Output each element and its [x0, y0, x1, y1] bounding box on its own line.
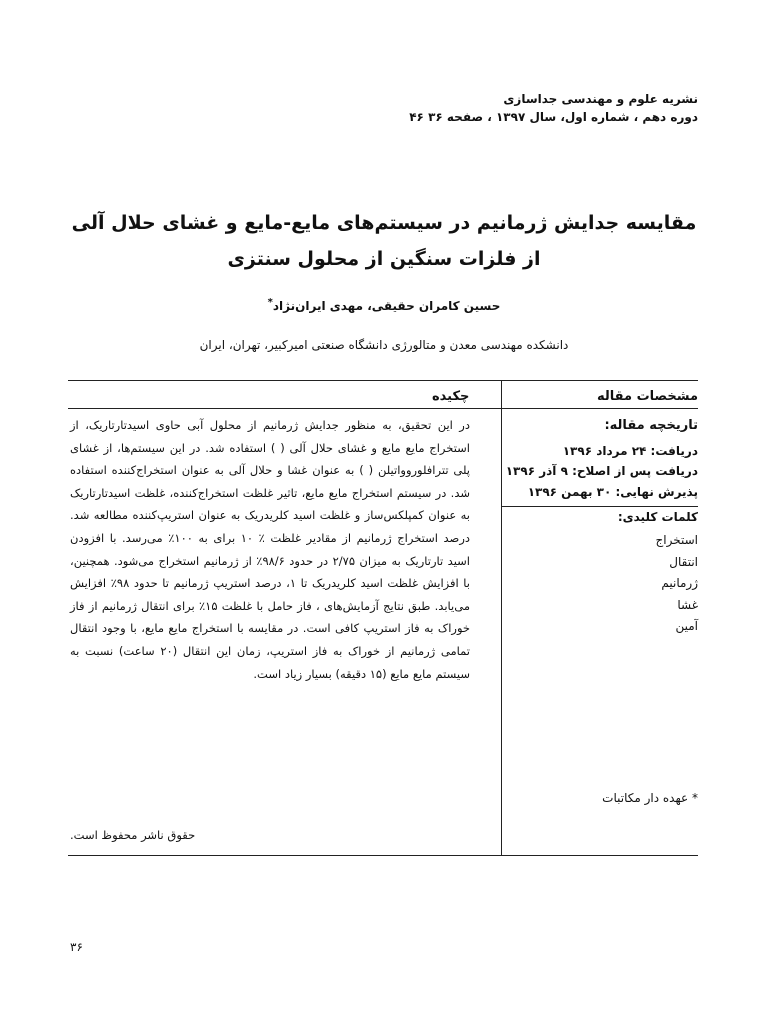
column-separator — [501, 381, 502, 855]
bottom-rule — [68, 855, 698, 856]
corresponding-mark: * — [267, 297, 273, 308]
keyword-item: آمین — [675, 619, 698, 633]
rights-notice: حقوق ناشر محفوظ است. — [70, 828, 196, 842]
keyword-item: استخراج — [655, 533, 698, 547]
keyword-item: انتقال — [669, 554, 698, 569]
keywords-list — [656, 530, 698, 638]
abstract-heading: چکیده — [432, 389, 470, 404]
accepted-date: پذیرش نهایی: ۳۰ بهمن ۱۳۹۶ — [527, 485, 698, 499]
info-rule — [502, 506, 698, 507]
page-number: ۳۶ — [70, 940, 83, 954]
journal-name: نشریه علوم و مهندسی جداسازی — [503, 92, 698, 106]
header-rule — [68, 408, 698, 409]
author-names: حسین کامران حقیقی، مهدی ایران‌نژاد — [272, 299, 501, 313]
received-date: دریافت: ۲۴ مرداد ۱۳۹۶ — [562, 444, 698, 458]
revised-date: دریافت پس از اصلاح: ۹ آذر ۱۳۹۶ — [505, 464, 698, 478]
keywords-heading: کلمات کلیدی: — [617, 510, 698, 524]
journal-issue: دوره دهم ، شماره اول، سال ۱۳۹۷ ، صفحه ۳۶ ۴۶ — [409, 110, 698, 124]
article-info-heading: مشخصات مقاله — [597, 389, 698, 404]
article-title: مقایسه جدایش ژرمانیم در سیستم‌های مایع-مایع و غشای حلال آلی از فلزات سنگین از محلول سنتزی — [71, 212, 697, 270]
affiliation: دانشکده مهندسی معدن و متالورژی دانشگاه صنعتی امیرکبیر، تهران، ایران — [199, 338, 569, 352]
corresponding-note: * عهده دار مکاتبات — [602, 791, 698, 805]
abstract-text: در این تحقیق، به منظور جدایش ژرمانیم از محلول آبی حاوی اسیدتارتاریک، از استخراج مایع مایع و غشای حلال آلی ( ) استفاده شد. در این سیستم‌ها، از غشای پلی تترافلوروواتیلن ( ) به عنوان غشا و حلال آلی به عنوان استخراج‌کننده استفاده شد. در سیستم استخراج مایع مایع، تاثیر غلظت استخراج‌کننده، غلظت اسیدتارتاریک به عنوان کمپلکس‌ساز و غلظت اسید کلریدریک به عنوان استریپ‌کننده مطالعه شد. درصد استخراج ژرمانیم از مقادیر غلظت ٪ ۱۰ برای به ۱۰۰٪ می‌رسد. با افزودن اسید تارتاریک به میزان ۲/۷۵ در حدود ۹۸/۶٪ از ژرمانیم استخراج می‌شود. همچنین، با افزایش غلظت اسید کلریدریک تا ۱، درصد استریپ ژرمانیم تا حدود ۹۸٪ افزایش می‌یابد. طبق نتایج آزمایش‌های ، فاز حامل با غلظت ۱۵٪ برای انتقال ژرمانیم از فاز خوراک به فاز استریپ کافی است. در مقایسه با استخراج مایع مایع، با وجود انتقال تمامی ژرمانیم از خوراک به فاز استریپ، زمان این انتقال (۲۰ ساعت) نسبت به سیستم مایع مایع (۱۵ دقیقه) بسیار زیاد است. — [70, 418, 470, 681]
top-rule — [68, 380, 698, 381]
keyword-item: ژرمانیم — [661, 576, 698, 590]
history-heading: تاریخچه مقاله: — [604, 418, 698, 433]
authors — [0, 297, 768, 313]
keyword-item: غشا — [677, 597, 698, 612]
